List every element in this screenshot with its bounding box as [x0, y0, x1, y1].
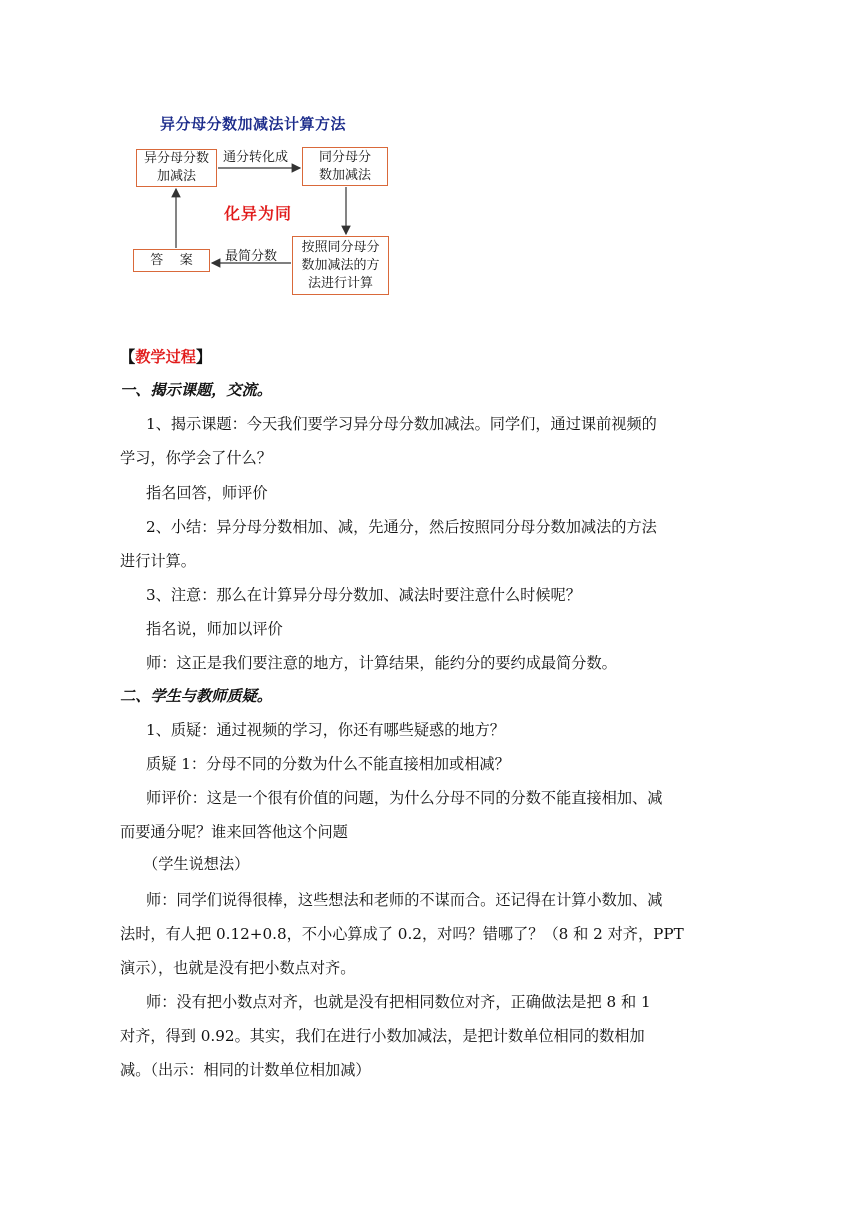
paragraph-1b: 学习，你学会了什么？ [120, 449, 272, 467]
section-bracket-close: 】 [195, 348, 212, 366]
box-compute-line-3: 法进行计算 [307, 275, 373, 291]
paragraph-12b: 对齐，得到 0.92。其实，我们在进行小数加减法，是把计数单位相同的数相加 [120, 1027, 645, 1045]
box-compute-line-2: 数加减法的方 [301, 257, 380, 273]
paragraph-11c: 演示），也就是没有把小数点对齐。 [120, 959, 356, 977]
section-title [120, 347, 740, 367]
heading-1: 一、揭示课题，交流。 [120, 381, 272, 399]
paragraph-8: 质疑 1：分母不同的分数为什么不能直接相加或相减？ [146, 755, 510, 773]
paragraph-4: 3、注意：那么在计算异分母分数加、减法时要注意什么时候呢？ [146, 586, 581, 604]
box-start-line-2: 加减法 [156, 169, 196, 184]
paragraph-3b: 进行计算。 [120, 552, 196, 570]
paragraph-11b: 法时，有人把 0.12+0.8，不小心算成了 0.2，对吗？错哪了？（8 和 2 对齐，PPT [120, 925, 684, 943]
section-bracket-open: 【 [120, 348, 136, 366]
flowchart-label-tongfen: 通分转化成 [223, 150, 289, 165]
paragraph-9a: 师评价：这是一个很有价值的问题，为什么分母不同的分数不能直接相加、减 [146, 789, 663, 807]
paragraph-3a: 2、小结：异分母分数相加、减，先通分，然后按照同分母分数加减法的方法 [146, 518, 657, 536]
paragraph-9b: 而要通分呢？谁来回答他这个问题 [120, 823, 348, 841]
heading-2: 二、学生与教师质疑。 [120, 687, 272, 705]
box-compute-line-1: 按照同分母分 [301, 239, 380, 255]
box-same-line-2: 数加减法 [318, 167, 371, 183]
flowchart-title: 异分母分数加减法计算方法 [160, 115, 347, 133]
paragraph-1a: 1、揭示课题：今天我们要学习异分母分数加减法。同学们，通过课前视频的 [146, 415, 657, 433]
paragraph-10: （学生说想法） [143, 855, 250, 873]
box-answer-text: 答 案 [150, 252, 193, 268]
paragraph-12a: 师：没有把小数点对齐，也就是没有把相同数位对齐，正确做法是把 8 和 1 [146, 993, 651, 1011]
section-title-text: 教学过程 [135, 348, 196, 366]
paragraph-7: 1、质疑：通过视频的学习，你还有哪些疑惑的地方？ [146, 721, 505, 739]
flowchart-label-simplest: 最简分数 [225, 249, 278, 264]
paragraph-12c: 减。（出示：相同的计数单位相加减） [120, 1061, 371, 1079]
paragraph-11a: 师：同学们说得很棒，这些想法和老师的不谋而合。还记得在计算小数加、减 [146, 891, 663, 909]
flowchart-arrows [0, 0, 860, 320]
paragraph-2: 指名回答，师评价 [146, 484, 268, 502]
flowchart-center-text: 化异为同 [224, 204, 293, 223]
box-same-line-1: 同分母分 [318, 149, 371, 165]
paragraph-6: 师：这正是我们要注意的地方，计算结果，能约分的要约成最简分数。 [146, 654, 617, 672]
paragraph-5: 指名说，师加以评价 [146, 620, 283, 638]
box-start-line-1: 异分母分数 [143, 151, 209, 166]
